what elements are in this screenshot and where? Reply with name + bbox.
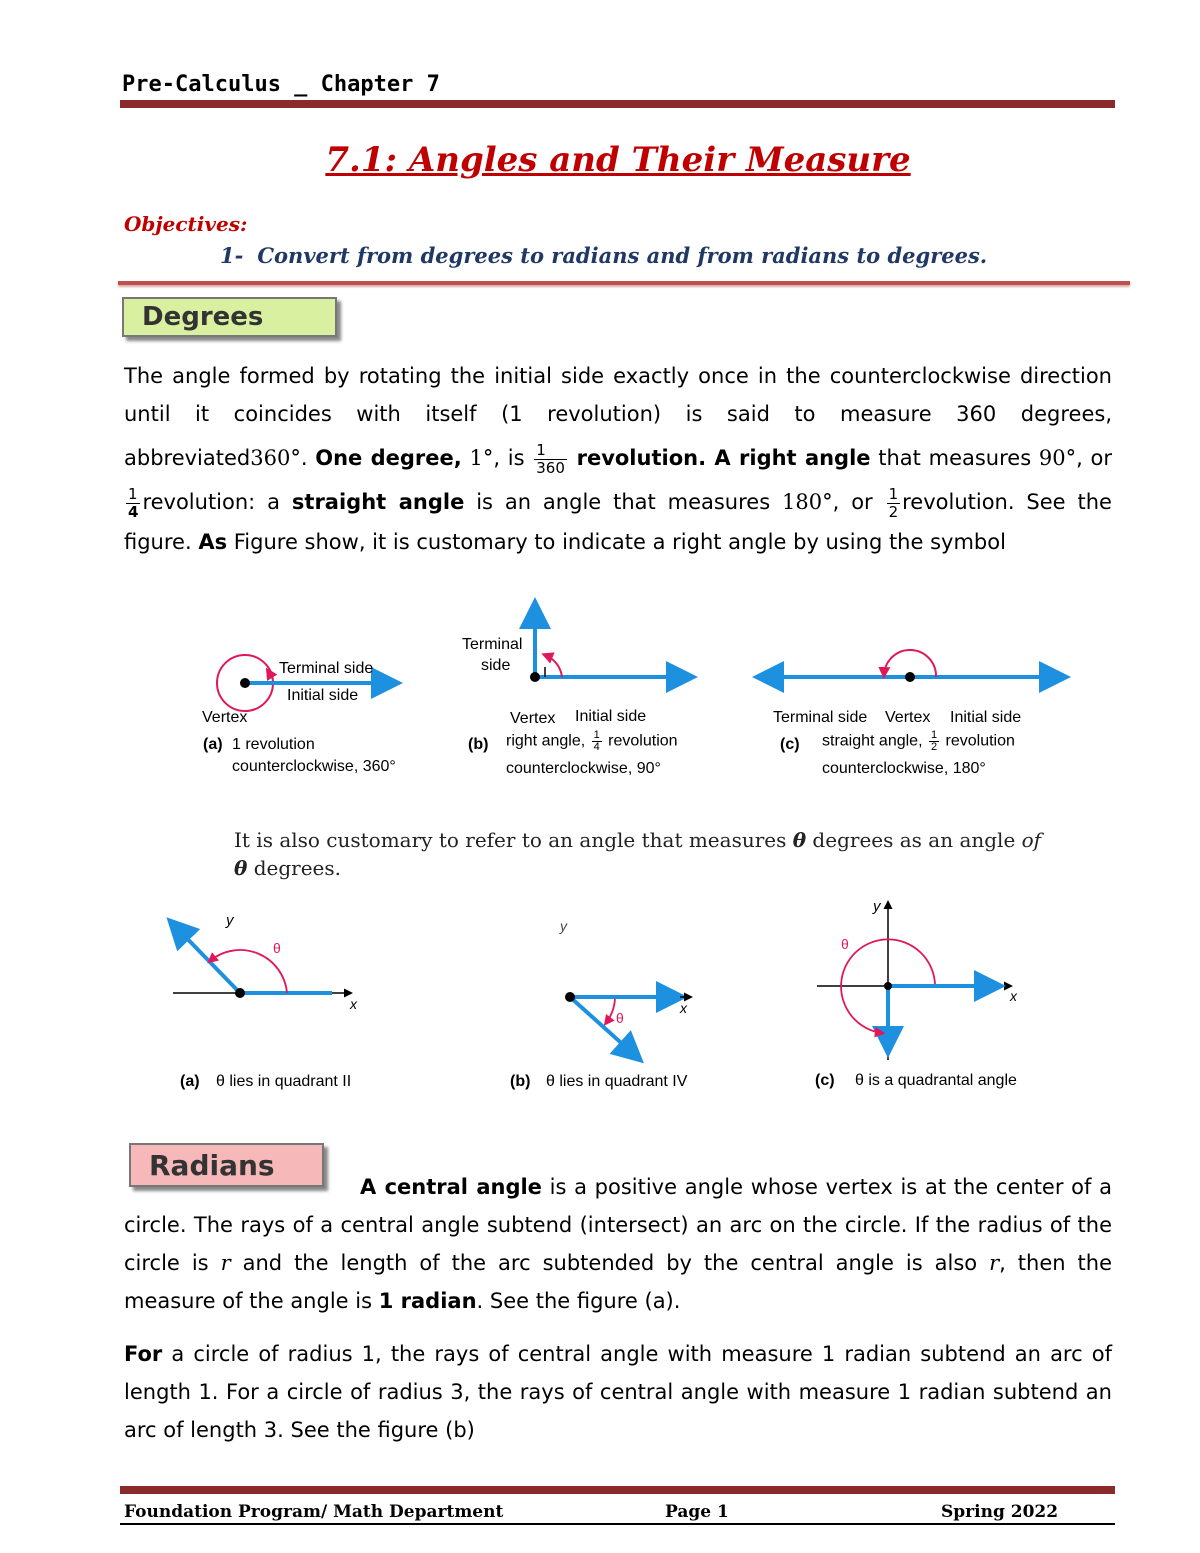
theta-arc [606,999,615,1023]
frac-den: 2 [888,502,899,521]
footer-page-number: Page 1 [665,1502,729,1522]
text: of [1021,828,1042,852]
frac-num: 1 [126,486,140,504]
angle-arc [545,655,562,677]
fig2b-caption: θ lies in quadrant IV [546,1073,688,1090]
text: is an angle that measures [464,490,783,514]
fig1b-side-label: side [481,657,511,674]
figure2-c-quadrantal [817,903,1010,1060]
fig1b-letter: (b) [468,736,489,753]
math-r: r [989,1251,1000,1275]
text: abbreviated [124,446,251,470]
footer-department: Foundation Program/ Math Department [124,1502,504,1522]
figure2-a-quadrant-II [172,923,350,998]
fig1b-caption-1 [506,730,678,753]
customary-line-2 [234,854,1064,882]
vertex-point [530,672,540,682]
text: . [300,446,316,470]
objective-number: 1- [220,243,244,268]
frac-den: 4 [593,741,600,753]
text: revolution: a [142,490,292,514]
math-90: 90° [1038,446,1077,470]
text: . See the figure (a). [476,1289,681,1313]
figure2-b-quadrant-IV [565,992,690,1058]
text: straight angle, [822,732,927,750]
degrees-paragraph [124,357,1112,561]
radians-paragraph-1 [124,1168,1112,1320]
theta-symbol: θ [792,828,807,852]
terminal-ray [172,923,240,993]
objective-item [220,243,1001,268]
fraction [929,730,939,753]
fig1c-letter: (c) [780,736,800,753]
header-rule [120,100,1115,108]
fig1a-initial-label: Initial side [287,687,359,704]
math-r: r [220,1251,231,1275]
fig1c-caption-2: counterclockwise, 180° [822,760,986,777]
text: degrees as an angle [806,828,1022,852]
radians-paragraph-2 [124,1335,1112,1449]
text: right angle, [506,732,590,750]
fig2b-x-label: x [680,1000,687,1016]
text: As [198,530,228,554]
fig2c-caption: θ is a quadrantal angle [855,1072,1017,1089]
fig1a-caption-1: 1 revolution [232,736,315,753]
fig2a-y-label: y [226,912,234,929]
origin-point [884,982,892,990]
terminal-ray [570,997,638,1058]
text: revolution. See the [902,490,1112,514]
figure-b-right-angle [530,605,690,682]
text: , then the measure of the angle is [124,1251,1113,1313]
vertex-point [240,678,250,688]
degrees-line-3 [124,483,1112,521]
origin-point [235,988,245,998]
objective-text: Convert from degrees to radians and from radians to degrees. [257,243,988,268]
text: , or [832,490,873,514]
text: degrees. [247,856,341,880]
text: is a positive angle whose vertex is at the center of a circle. The rays of a central angle subtend (intersect) an arc on the circle. If the radius of the circle is [124,1175,1112,1275]
degrees-line-1 [124,357,1112,433]
vertex-point [905,672,915,682]
radians-section-label: Radians [129,1143,324,1187]
objectives-label: Objectives: [124,212,248,236]
term-one-degree: One degree, [315,446,462,470]
objectives-rule [118,281,1130,285]
fig1b-caption-2: counterclockwise, 90° [506,760,661,777]
fig1a-letter: (a) [203,736,223,753]
text: , or [1076,446,1112,470]
frac-den: 360 [536,458,565,477]
term-central-angle: A central angle [360,1175,542,1199]
text: It is also customary to refer to an angle that measures [234,828,793,852]
fig2c-y-label: y [873,898,881,915]
origin-point [565,992,575,1002]
text: a circle of radius 1, the rays of central angle with measure 1 radian subtend an arc of length 1. For a circle of radius 3, the rays of central angle with measure 1 radian subtend an arc of length 3. See the figure (b) [124,1342,1112,1442]
text: figure. [124,530,199,554]
text: For [124,1342,163,1366]
fig1c-caption-1 [822,730,1015,753]
footer-rule-top [120,1486,1115,1494]
frac-num: 1 [930,729,938,741]
fig2a-x-label: x [350,996,357,1012]
fig2a-caption: θ lies in quadrant II [216,1073,352,1090]
fig1b-initial-label: Initial side [575,708,647,725]
math-180: 180° [782,490,833,514]
fig1c-vertex-label: Vertex [885,709,931,726]
term-right-angle: right angle [739,446,871,470]
fig1a-vertex-label: Vertex [202,709,248,726]
text: , is [493,446,525,470]
fig1a-terminal-label: Terminal side [279,660,374,677]
fraction-1-2 [887,486,901,521]
degrees-text-1: The angle formed by rotating the initial side exactly once in the counterclockwise direction until it coincides with itself (1 revolution) is said to measure 360 degrees, [124,364,1112,426]
fig2b-y-label: y [560,918,567,934]
fraction [592,730,602,753]
fraction-1-4 [126,486,140,521]
fig1a-caption-2: counterclockwise, 360° [232,758,396,775]
frac-num: 1 [534,442,567,460]
fig2c-letter: (c) [815,1072,835,1089]
frac-den: 2 [930,741,938,753]
degrees-line-2 [124,439,1112,477]
frac-num: 1 [888,484,899,503]
customary-text [234,826,1064,882]
fig2c-x-label: x [1010,988,1017,1004]
term-revolution: revolution [576,446,699,470]
frac-den: 4 [128,502,139,521]
footer-term: Spring 2022 [941,1502,1059,1522]
math-360: 360° [250,446,301,470]
fig2b-theta-label: θ [616,1010,624,1026]
fig1c-terminal-label: Terminal side [773,709,868,726]
degrees-section-label: Degrees [122,297,337,337]
figure-quadrant-angles [160,895,1040,1070]
text: revolution [603,732,678,750]
fig2c-theta-label: θ [841,936,849,952]
text: revolution [941,732,1015,750]
footer-rule-bottom [120,1523,1115,1525]
text: and the length of the arc subtended by the central angle is also [230,1251,990,1275]
frac-num: 1 [593,729,600,741]
fig2a-letter: (a) [180,1073,200,1090]
term-1-radian: 1 radian [378,1289,477,1313]
fig1b-terminal-label: Terminal [462,636,523,653]
theta-symbol: θ [234,856,248,880]
text: . A [698,446,740,470]
fraction-1-360 [534,442,567,477]
math-1: 1° [461,446,494,470]
fig1b-vertex-label: Vertex [510,710,556,727]
header-course: Pre-Calculus _ Chapter 7 [122,72,440,97]
fig2a-theta-label: θ [273,940,281,956]
fig2b-letter: (b) [510,1073,531,1090]
term-straight-angle: straight angle [291,490,465,514]
fig1c-initial-label: Initial side [950,709,1022,726]
text: that measures [870,446,1039,470]
text: Figure show, it is customary to indicate a right angle by using the symbol [227,530,1006,554]
figure-c-straight-angle [760,650,1063,682]
degrees-line-4 [124,523,1112,561]
customary-line-1 [234,826,1064,854]
page-title: 7.1: Angles and Their Measure [325,140,911,180]
